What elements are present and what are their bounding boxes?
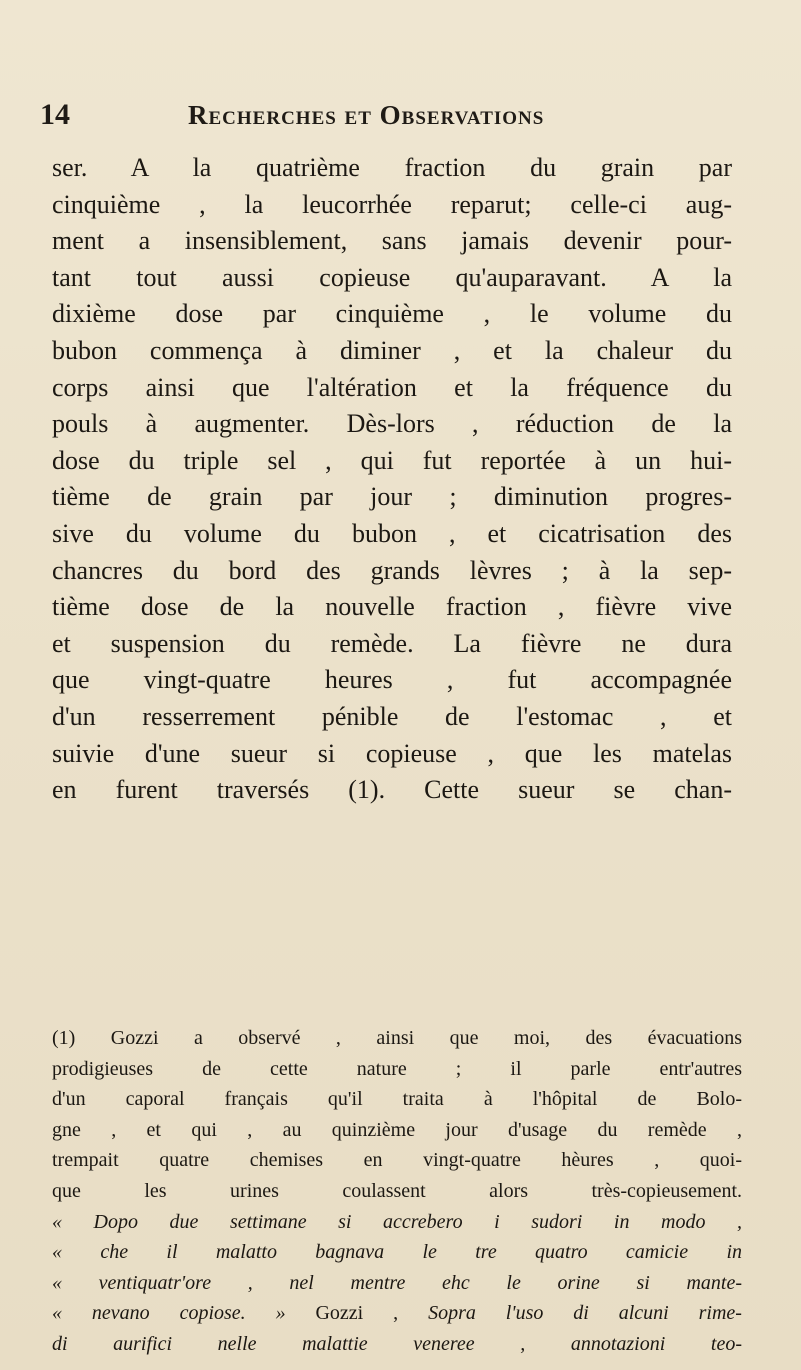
footnote-line: gne , et qui , au quinzième jour d'usage du remède ,	[52, 1118, 742, 1141]
footnote-citation-line	[52, 1298, 742, 1329]
page-header	[40, 96, 740, 144]
footnote	[52, 1023, 742, 1360]
text-line: tième de grain par jour ; diminution progres-	[52, 482, 732, 512]
text-line: d'un resserrement pénible de l'estomac , et	[52, 701, 732, 731]
page-number: 14	[40, 98, 70, 131]
footnote-quote-line: « che il malatto bagnava le tre quatro camicie in	[52, 1241, 742, 1264]
footnote-quote-line: « Dopo due settimane si accrebero i sudori in modo ,	[52, 1210, 742, 1233]
quote-end: « nevano copiose. »	[52, 1302, 286, 1325]
text-line: et suspension du remède. La fièvre ne dura	[52, 628, 732, 658]
text-line: sive du volume du bubon , et cicatrisation des	[52, 518, 732, 548]
text-line: ser. A la quatrième fraction du grain par	[52, 153, 732, 182]
text-line: corps ainsi que l'altération et la fréquence du	[52, 372, 732, 402]
text-line: dixième dose par cinquième , le volume du	[52, 299, 732, 329]
footnote-line: d'un caporal français qu'il traita à l'hôpital de Bolo-	[52, 1088, 742, 1111]
footnote-line: (1) Gozzi a observé , ainsi que moi, des évacuations	[52, 1027, 742, 1049]
running-head: Recherches et Observations	[188, 100, 545, 130]
text-line: en furent traversés (1). Cette sueur se chan-	[52, 775, 732, 805]
text-line: suivie d'une sueur si copieuse , que les matelas	[52, 738, 732, 768]
main-text	[52, 150, 732, 809]
text-line: pouls à augmenter. Dès-lors , réduction de la	[52, 409, 732, 439]
text-line: que vingt-quatre heures , fut accompagnée	[52, 665, 732, 695]
text-line: tième dose de la nouvelle fraction , fièvre vive	[52, 592, 732, 622]
text-line: chancres du bord des grands lèvres ; à la sep-	[52, 555, 732, 585]
text-line: dose du triple sel , qui fut reportée à un hui-	[52, 445, 732, 475]
citation-title: Sopra l'uso di alcuni rime-	[428, 1302, 742, 1325]
text-line: tant tout aussi copieuse qu'auparavant. A la	[52, 262, 732, 292]
text-line: ment a insensiblement, sans jamais devenir pour-	[52, 226, 732, 256]
footnote-line: prodigieuses de cette nature ; il parle entr'autres	[52, 1057, 742, 1080]
text-line: bubon commença à diminer , et la chaleur du	[52, 335, 732, 365]
citation-author: Gozzi ,	[285, 1302, 429, 1325]
footnote-quote-line: « ventiquatr'ore , nel mentre ehc le orine si mante-	[52, 1271, 742, 1294]
footnote-line: trempait quatre chemises en vingt-quatre hèures , quoi-	[52, 1149, 742, 1172]
footnote-line: que les urines coulassent alors très-copieusement.	[52, 1179, 742, 1202]
text-line: cinquième , la leucorrhée reparut; celle-ci aug-	[52, 189, 732, 219]
footnote-citation-line: di aurifici nelle malattie veneree , annotazioni teo-	[52, 1332, 742, 1355]
